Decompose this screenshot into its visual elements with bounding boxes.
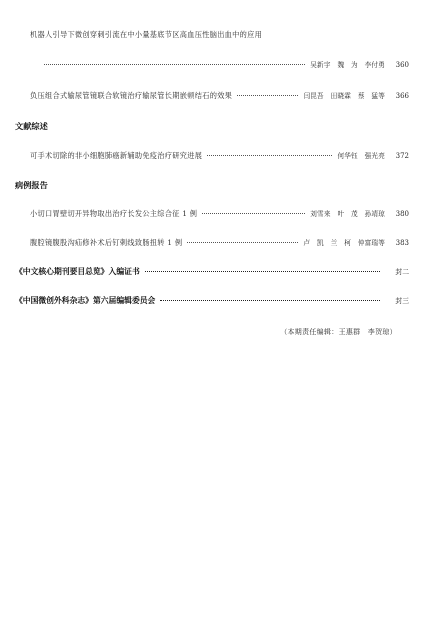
page-number: 383 — [395, 239, 409, 247]
article-title[interactable]: 腹腔镜腹股沟疝修补术后钉剌线致肠扭转 1 例 — [30, 238, 183, 247]
article-authors: 卢 凯 兰 柯 仲富瑞等 — [303, 239, 385, 247]
leader-dots — [187, 242, 298, 243]
article-title[interactable]: 机器人引导下微创穿刺引流在中小量基底节区高血压性脑出血中的应用 — [30, 30, 263, 39]
article-title[interactable]: 小切口胃壁切开异物取出治疗长发公主综合征 1 例 — [30, 209, 198, 218]
page-number: 366 — [395, 92, 409, 100]
page-number: 封二 — [395, 268, 409, 276]
notice-entry — [15, 295, 409, 306]
article-title[interactable]: 负压组合式输尿管镜联合软镜治疗输尿管长期嵌顿结石的效果 — [30, 91, 233, 100]
page-number: 360 — [395, 61, 409, 69]
notice-title[interactable]: 《中文核心期刊要目总览》入编证书 — [15, 267, 140, 276]
article-authors: 刘雪来 叶 茂 孙靖琼 — [310, 210, 385, 218]
toc-entry — [30, 208, 409, 219]
page-number: 封三 — [395, 297, 409, 305]
leader-dots — [237, 95, 298, 96]
toc-entry-title-line — [30, 30, 409, 40]
editor-credit: （本期责任编辑：王惠群 李贺琼） — [280, 328, 397, 336]
leader-dots — [207, 155, 332, 156]
toc-entry — [44, 59, 409, 69]
toc-entry — [30, 90, 409, 101]
leader-dots — [44, 64, 305, 65]
page-number: 380 — [395, 210, 409, 218]
section-heading: 病例报告 — [15, 180, 48, 190]
article-authors: 吴新宇 魏 为 李付勇 — [310, 61, 385, 69]
notice-entry — [15, 266, 409, 277]
section-heading: 文献综述 — [15, 121, 48, 131]
toc-entry — [30, 150, 409, 161]
article-authors: 何华钰 强光亮 — [337, 152, 385, 160]
leader-dots — [160, 300, 380, 301]
article-authors: 闫昆吾 田晓霖 蔡 猛等 — [303, 92, 385, 100]
notice-title[interactable]: 《中国微创外科杂志》第六届编辑委员会 — [15, 296, 156, 305]
toc-entry — [30, 237, 409, 248]
page-number: 372 — [395, 152, 409, 160]
leader-dots — [202, 213, 305, 214]
article-title[interactable]: 可手术切除的非小细胞肺癌新辅助免疫治疗研究进展 — [30, 151, 203, 160]
leader-dots — [145, 271, 380, 272]
